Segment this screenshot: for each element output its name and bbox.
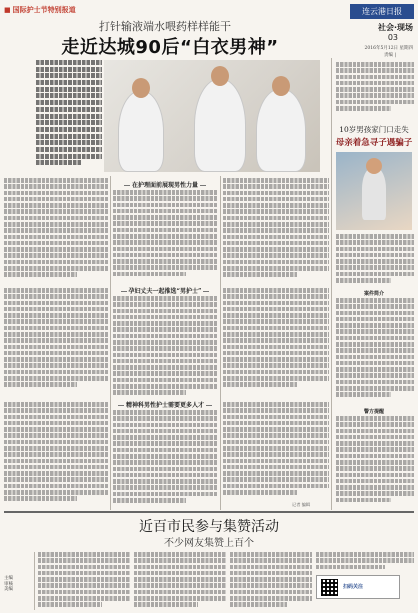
editor-line: 责编 | <box>384 53 396 58</box>
lead-body-text <box>113 410 217 506</box>
column-rule <box>220 176 221 510</box>
credit-line: 美编 <box>4 587 13 592</box>
nurse-figure <box>256 88 306 172</box>
lead-body-text <box>113 296 217 396</box>
side-story-text <box>336 234 414 286</box>
nurse-head <box>211 66 229 86</box>
nurse-figure <box>118 90 164 172</box>
nurse-figure <box>194 78 246 172</box>
bottom-body-text <box>316 552 414 572</box>
lead-section-title: 孕妇丈夫一起推选“男护士” <box>112 286 218 295</box>
lead-byline: 记者 编辑 <box>292 502 311 507</box>
lead-body-text <box>4 402 108 506</box>
boy-head <box>366 158 382 174</box>
nurse-head <box>272 76 290 96</box>
side-story-text <box>336 298 414 404</box>
lead-body-text <box>113 190 217 282</box>
page-credits <box>4 576 32 593</box>
bottom-body-text <box>134 552 226 610</box>
lead-subhead: 打针输液端水喂药样样能干 <box>99 20 231 33</box>
qr-code-icon <box>321 579 338 596</box>
side-story-headline: 母亲着急寻子遇骗子 <box>335 138 413 148</box>
column-rule <box>34 552 35 610</box>
column-rule <box>110 176 111 510</box>
lead-photo-nurses <box>104 60 320 172</box>
bottom-body-text <box>38 552 130 610</box>
credit-line: 审核 <box>4 581 13 587</box>
side-subsection-title: 案件简介 <box>363 291 384 297</box>
lead-section-title: 精神科男性护士需要更多人才 <box>112 400 218 409</box>
page-number: 03 <box>387 33 398 42</box>
side-subsection-title: 警方提醒 <box>363 409 384 415</box>
newspaper-masthead: 连云港日报 <box>350 4 414 19</box>
lead-intro-text <box>36 60 102 172</box>
nurse-head <box>132 78 150 98</box>
qr-code-box[interactable] <box>316 575 400 599</box>
section-label: 社会·现场 <box>377 23 413 32</box>
lead-body-text <box>223 402 329 498</box>
side-story-text <box>336 416 414 508</box>
lead-body-text <box>4 288 108 396</box>
publication-date: 2016年5月12日 星期四 <box>364 46 413 51</box>
side-story-photo <box>336 152 412 230</box>
bottom-headline: 近百市民参与集赞活动 <box>139 519 279 535</box>
column-rule <box>331 58 332 510</box>
boy-figure <box>362 168 386 220</box>
lead-body-text <box>223 288 329 396</box>
qr-label: 扫码关注 <box>343 584 364 590</box>
credit-line: 主编 <box>4 576 13 581</box>
lead-body-text <box>4 178 108 282</box>
lead-body-text <box>223 178 329 282</box>
side-story-kicker: 10岁男孩家门口走失 <box>339 125 409 134</box>
special-report-kicker: ■ 国际护士节特别报道 <box>4 5 76 15</box>
story-separator <box>4 511 414 513</box>
lead-headline: 走近达城90后“白衣男神” <box>61 37 279 58</box>
bottom-subhead: 不少网友集赞上百个 <box>164 538 254 549</box>
bottom-body-text <box>230 552 312 610</box>
side-teaser-text <box>336 62 414 120</box>
lead-section-title: 在护理面前展现男性力量 <box>112 180 218 189</box>
